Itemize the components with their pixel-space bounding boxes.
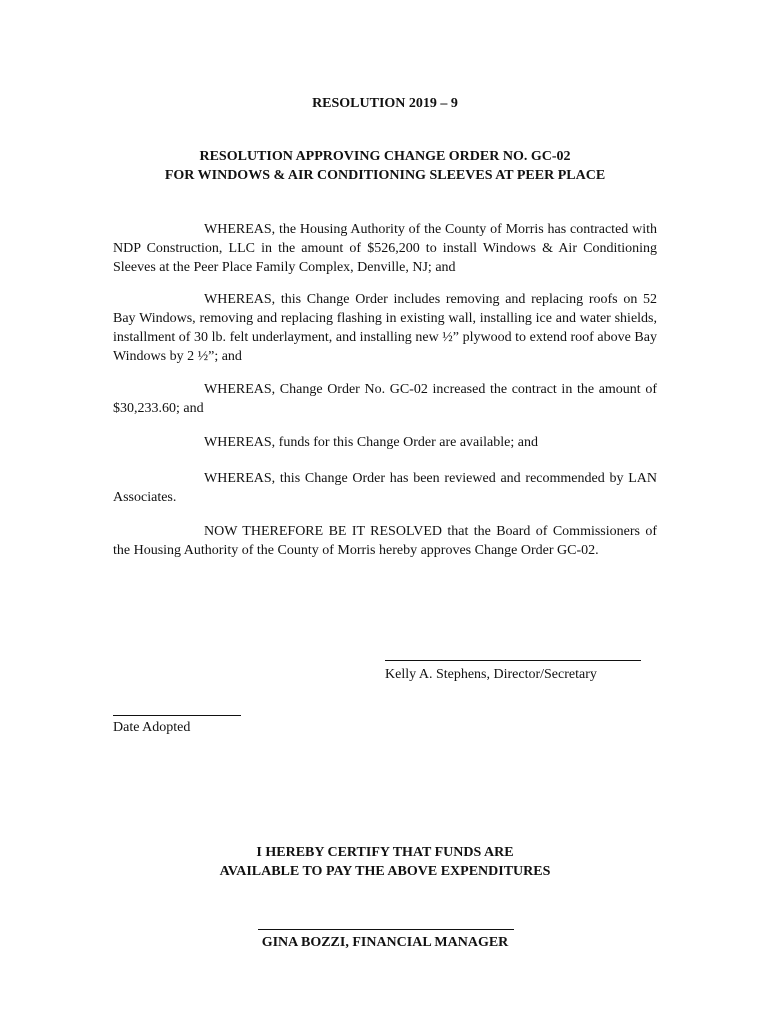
financial-manager-name: GINA BOZZI, FINANCIAL MANAGER (261, 935, 509, 950)
subtitle-line-1: RESOLUTION APPROVING CHANGE ORDER NO. GC-02 (199, 149, 571, 164)
paragraph-text: WHEREAS, Change Order No. GC-02 increased the contract in the amount of $30,233.60; and (113, 382, 657, 416)
certify-line-1: I HEREBY CERTIFY THAT FUNDS ARE (256, 845, 514, 860)
whereas-paragraph-3 (113, 380, 657, 418)
paragraph-text: WHEREAS, this Change Order has been reviewed and recommended by LAN Associates. (113, 471, 657, 505)
resolution-title: RESOLUTION 2019 – 9 (312, 96, 458, 111)
certification-statement (0, 843, 770, 881)
paragraph-text: WHEREAS, funds for this Change Order are available; and (204, 435, 538, 450)
paragraph-text: WHEREAS, the Housing Authority of the County of Morris has contracted with NDP Construction, LLC in the amount of $526,200 to install Windows & Air Conditioning Sleeves at the Peer Place Family Complex, Denville, NJ; and (113, 222, 657, 275)
whereas-paragraph-5 (113, 469, 657, 507)
subtitle-line-2: FOR WINDOWS & AIR CONDITIONING SLEEVES AT PEER PLACE (164, 168, 606, 183)
whereas-paragraph-1 (113, 220, 657, 277)
paragraph-text: WHEREAS, this Change Order includes removing and replacing roofs on 52 Bay Windows, removing and replacing flashing in existing wall, installing ice and water shields, installment of 30 lb. felt underlayment, and installing new ½” plywood to extend roof above Bay Windows by 2 ½”; and (113, 292, 657, 364)
date-line (113, 715, 241, 716)
financial-manager-signature-line (258, 929, 514, 930)
date-adopted-label: Date Adopted (113, 720, 191, 735)
certify-line-2: AVAILABLE TO PAY THE ABOVE EXPENDITURES (219, 864, 551, 879)
signature-line (385, 660, 641, 661)
whereas-paragraph-4 (113, 433, 657, 452)
resolved-paragraph (113, 522, 657, 560)
whereas-paragraph-2 (113, 290, 657, 366)
signature-name: Kelly A. Stephens, Director/Secretary (385, 667, 597, 682)
paragraph-text: NOW THEREFORE BE IT RESOLVED that the Board of Commissioners of the Housing Authority of the County of Morris hereby approves Change Order GC-02. (113, 524, 657, 558)
resolution-subtitle (0, 147, 770, 185)
